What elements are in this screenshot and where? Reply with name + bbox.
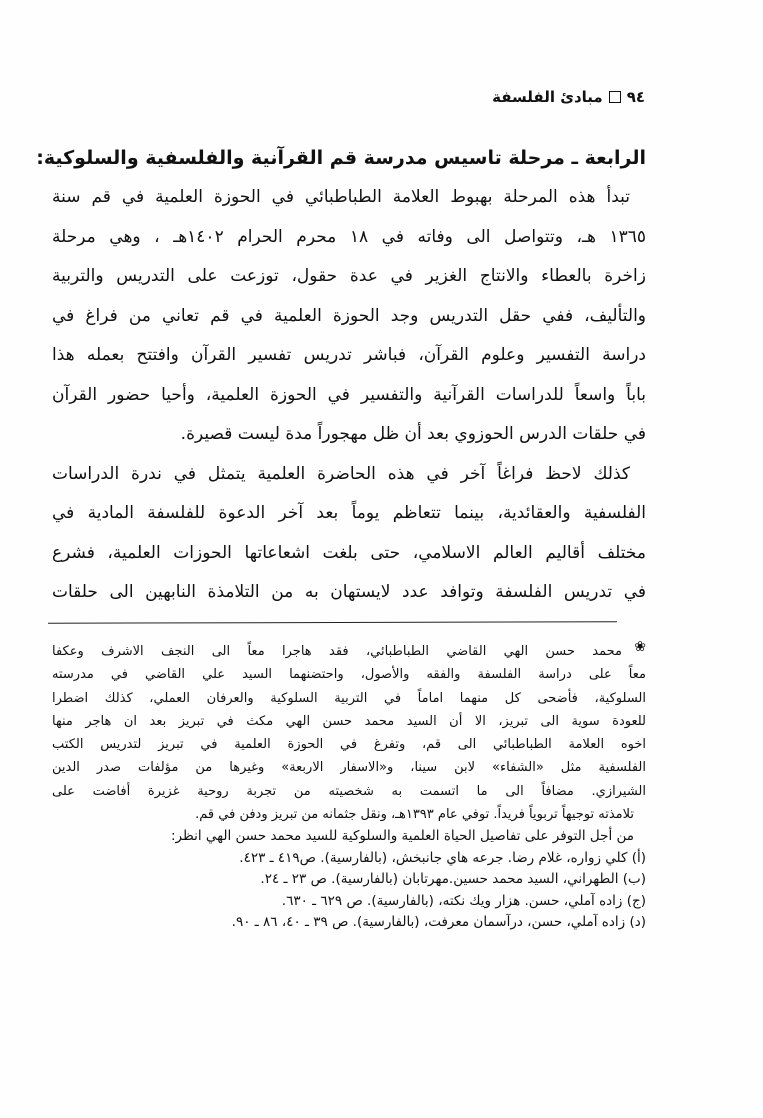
text-line: والتأليف، ففي حقل التدريس وجد الحوزة العلمية في قم تعاني من فراغ في: [52, 305, 646, 326]
text-line: كذلك لاحظ فراغاً آخر في هذه الحاضرة العلمية يتمثل في ندرة الدراسات: [52, 463, 630, 484]
reference-item: (ب) الطهراني، السيد محمد حسين.مهرتابان (بالفارسية). ص ٢٣ ـ ٢٤.: [260, 871, 646, 888]
footnote-line: اخوه العلامة الطباطبائي الى قم، وتفرغ في الحوزة العلمية في تبريز لتدريس الكتب: [52, 737, 646, 753]
text-line: ١٣٦٥ هـ، وتتواصل الى وفاته في ١٨ محرم الحرام ١٤٠٢هـ ، وهي مرحلة: [52, 226, 646, 247]
footnote-marker-icon: ❀: [634, 639, 646, 655]
footnote-line: السلوكية، فأضحى كل منهما اماماً في التربية السلوكية والعرفان العملي، كذلك اضطرا: [52, 690, 646, 706]
page-number: ٩٤: [626, 88, 645, 106]
footnote-separator: [48, 621, 617, 623]
text-line: مختلف أقاليم العالم الاسلامي، حتى بلغت اشعاعاتها الحوزات العلمية، فشرع: [52, 542, 646, 563]
hollow-square-icon: [609, 91, 621, 103]
reference-item: (د) زاده آملي، حسن، درآسمان معرفت، (بالفارسية). ص ٣٩ ـ ٤٠، ٨٦ ـ ٩٠.: [231, 914, 646, 931]
paragraph-1: [52, 178, 646, 455]
running-header: [345, 88, 645, 106]
text-line: في حلقات الدرس الحوزوي بعد أن ظل مهجوراً مدة ليست قصيرة.: [180, 424, 646, 444]
footnotes: [52, 640, 646, 934]
text-line: تبدأ هذه المرحلة بهبوط العلامة الطباطبائي في الحوزة العلمية في قم سنة: [52, 187, 630, 207]
footnote-line: ❀ محمد حسن الهي القاضي الطباطبائي، فقد هاجرا معاً الى النجف الاشرف وعكفا: [52, 640, 646, 663]
reference-item: (أ) كلي زواره، غلام رضا. جرعه هاي جانبخش، (بالفارسية). ص٤١٩ ـ ٤٢٣.: [239, 849, 646, 866]
footnote-line: للعودة سوية الى تبريز، الا أن السيد محمد حسن الهي مكث في تبريز بعد ان هاجر منها: [52, 713, 646, 729]
footnote-line: الفلسفية مثل «الشفاء» لابن سينا، و«الاسفار الاربعة» وغيرها من مؤلفات صدر الدين: [52, 760, 646, 776]
section-title: الرابعة ـ مرحلة تاسيس مدرسة قم القرآنية والفلسفية والسلوكية:: [36, 147, 646, 169]
footnote-line: الشيرازي. مضافاً الى ما اتسمت به شخصيته من تجربة روحية غزيرة أفاضت على: [52, 783, 646, 799]
text-line: الفلسفية والعقائدية، بينما تتعاظم يوماً بعد آخر الدعوة للفلسفة المادية في: [52, 503, 646, 523]
book-title: مبادئ الفلسفة: [492, 88, 603, 106]
reference-item: (ج) زاده آملي، حسن. هزار ويك نكته، (بالفارسية). ص ٦٢٩ ـ ٦٣٠.: [281, 892, 646, 909]
main-text: [36, 140, 646, 613]
footnote-line: معاً على دراسة الفلسفة والفقه والأصول، واحتضنهما السيد علي القاضي في مدرسته: [52, 667, 646, 683]
text-line: باباً واسعاً للدراسات القرآنية والتفسير في الحوزة العلمية، وأحيا حضور القرآن: [52, 384, 646, 405]
footnote-body: [52, 640, 646, 826]
text-line: زاخرة بالعطاء والانتاج الغزير في عدة حقول، توزعت على التدريس والتربية: [52, 266, 646, 286]
references-intro: من أجل التوفر على تفاصيل الحياة العلمية والسلوكية للسيد محمد حسن الهي انظر:: [171, 828, 634, 845]
paragraph-2: [52, 455, 646, 613]
text-line: في تدريس الفلسفة وتوافد عدد لايستهان به من التلامذة النابهين الى حلقات: [52, 582, 646, 602]
references: [52, 826, 646, 934]
text-line: دراسة التفسير وعلوم القرآن، فباشر تدريس تفسير القرآن وافتتح بعمله هذا: [52, 345, 646, 365]
footnote-line: تلامذته توجيهاً تربوياً فريداً. توفي عام ١٣٩٣هـ، ونقل جثمانه من تبريز ودفن في قم.: [195, 807, 634, 823]
